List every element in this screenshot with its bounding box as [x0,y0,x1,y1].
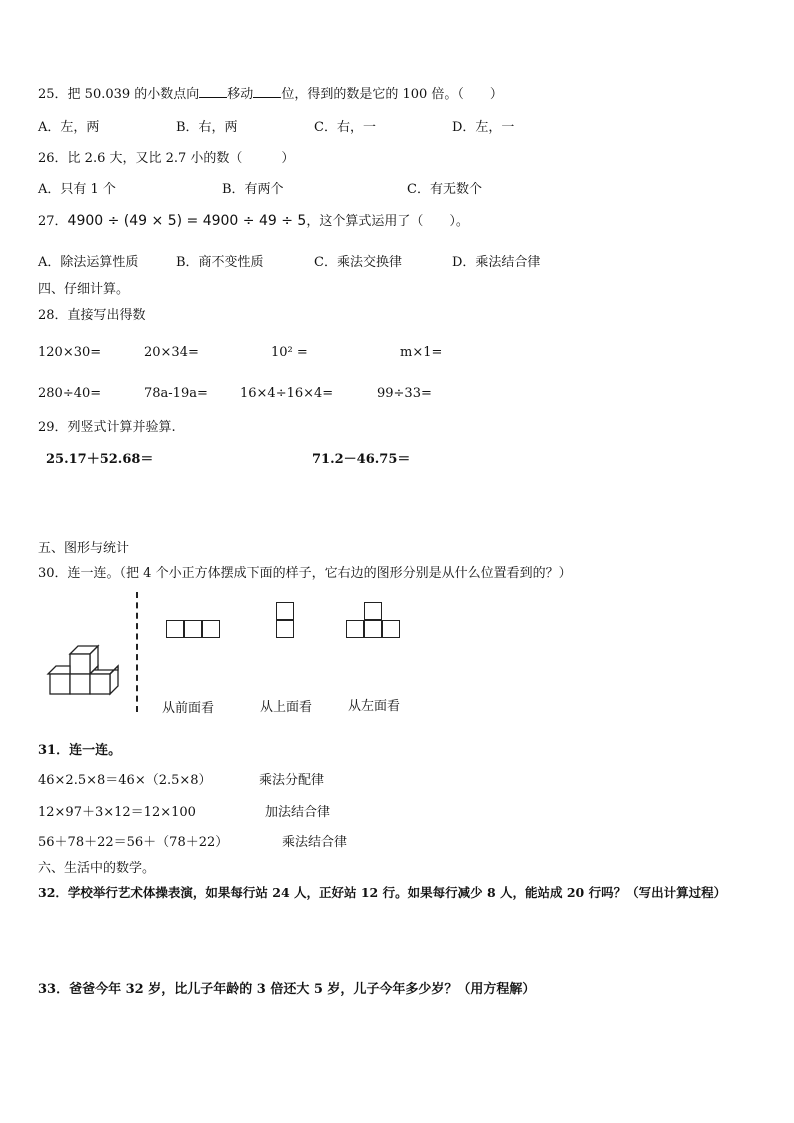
cube-stack-figure [44,634,126,698]
q28-item: 20×34= [144,345,199,360]
question-32: 32．学校举行艺术体操表演，如果每行站 24 人，正好站 12 行。如果每行减少 8 人，能站成 20 行吗？（写出计算过程） [38,885,727,900]
q26-option-a: A．只有 1 个 [38,182,116,197]
section-5-heading: 五、图形与统计 [38,541,130,556]
q27-option-a: A．除法运算性质 [38,255,139,270]
q28-item: 16×4÷16×4= [240,386,334,401]
question-26: 26．比 2.6 大，又比 2.7 小的数（ ） [38,151,295,166]
q27-number: 27． [38,214,68,229]
q25-option-a: A．左，两 [38,120,100,135]
q27-option-d: D．乘法结合律 [452,255,541,270]
q31-right-item: 加法结合律 [265,805,331,820]
section-4-heading: 四、仔细计算。 [38,282,130,297]
q29-item: 71.2－46.75＝ [312,452,411,467]
q26-option-b: B．有两个 [222,182,284,197]
q31-left-item: 56＋78＋22＝56＋（78＋22） [38,835,229,850]
q28-item: m×1= [400,345,443,360]
q28-item: 99÷33= [377,386,432,401]
q27-option-c: C．乘法交换律 [314,255,402,270]
q25-prefix: 25．把 50.039 的小数点向 [38,87,200,102]
q28-item: 280÷40= [38,386,102,401]
section-6-heading: 六、生活中的数学。 [38,861,156,876]
question-27 [38,210,469,229]
q25-blank-2 [253,85,281,98]
q25-mid: 移动 [227,87,254,102]
label-top-view: 从上面看 [260,700,313,715]
q26-option-c: C．有无数个 [407,182,482,197]
label-left-view: 从左面看 [348,699,401,714]
q25-option-d: D．左，一 [452,120,515,135]
q28-item: 10² = [271,345,308,360]
question-28-title: 28．直接写出得数 [38,308,146,323]
divider-dashed-line [136,592,138,712]
q31-left-item: 12×97＋3×12＝12×100 [38,805,196,820]
q27-suffix: ，这个算式运用了（ ）。 [306,214,469,229]
question-25 [38,83,503,102]
q28-item: 78a-19a= [144,386,208,401]
q25-blank-1 [199,85,227,98]
q31-right-item: 乘法结合律 [282,835,348,850]
q31-right-item: 乘法分配律 [259,773,325,788]
q28-item: 120×30= [38,345,102,360]
q29-item: 25.17＋52.68＝ [46,452,154,467]
q27-option-b: B．商不变性质 [176,255,264,270]
q25-option-c: C．右，一 [314,120,376,135]
q25-suffix: 位，得到的数是它的 100 倍。（ ） [281,87,503,102]
question-33: 33．爸爸今年 32 岁，比儿子年龄的 3 倍还大 5 岁，儿子今年多少岁？（用方程解） [38,982,536,997]
q31-left-item: 46×2.5×8＝46×（2.5×8） [38,773,212,788]
question-29-title: 29．列竖式计算并验算. [38,420,176,435]
question-31-title: 31．连一连。 [38,743,122,758]
question-30-title: 30．连一连。（把 4 个小正方体摆成下面的样子，它右边的图形分别是从什么位置看到的？） [38,566,572,581]
label-front-view: 从前面看 [162,701,215,716]
q25-option-b: B．右，两 [176,120,238,135]
q27-formula: 4900 ÷ (49 × 5) = 4900 ÷ 49 ÷ 5 [67,213,307,229]
